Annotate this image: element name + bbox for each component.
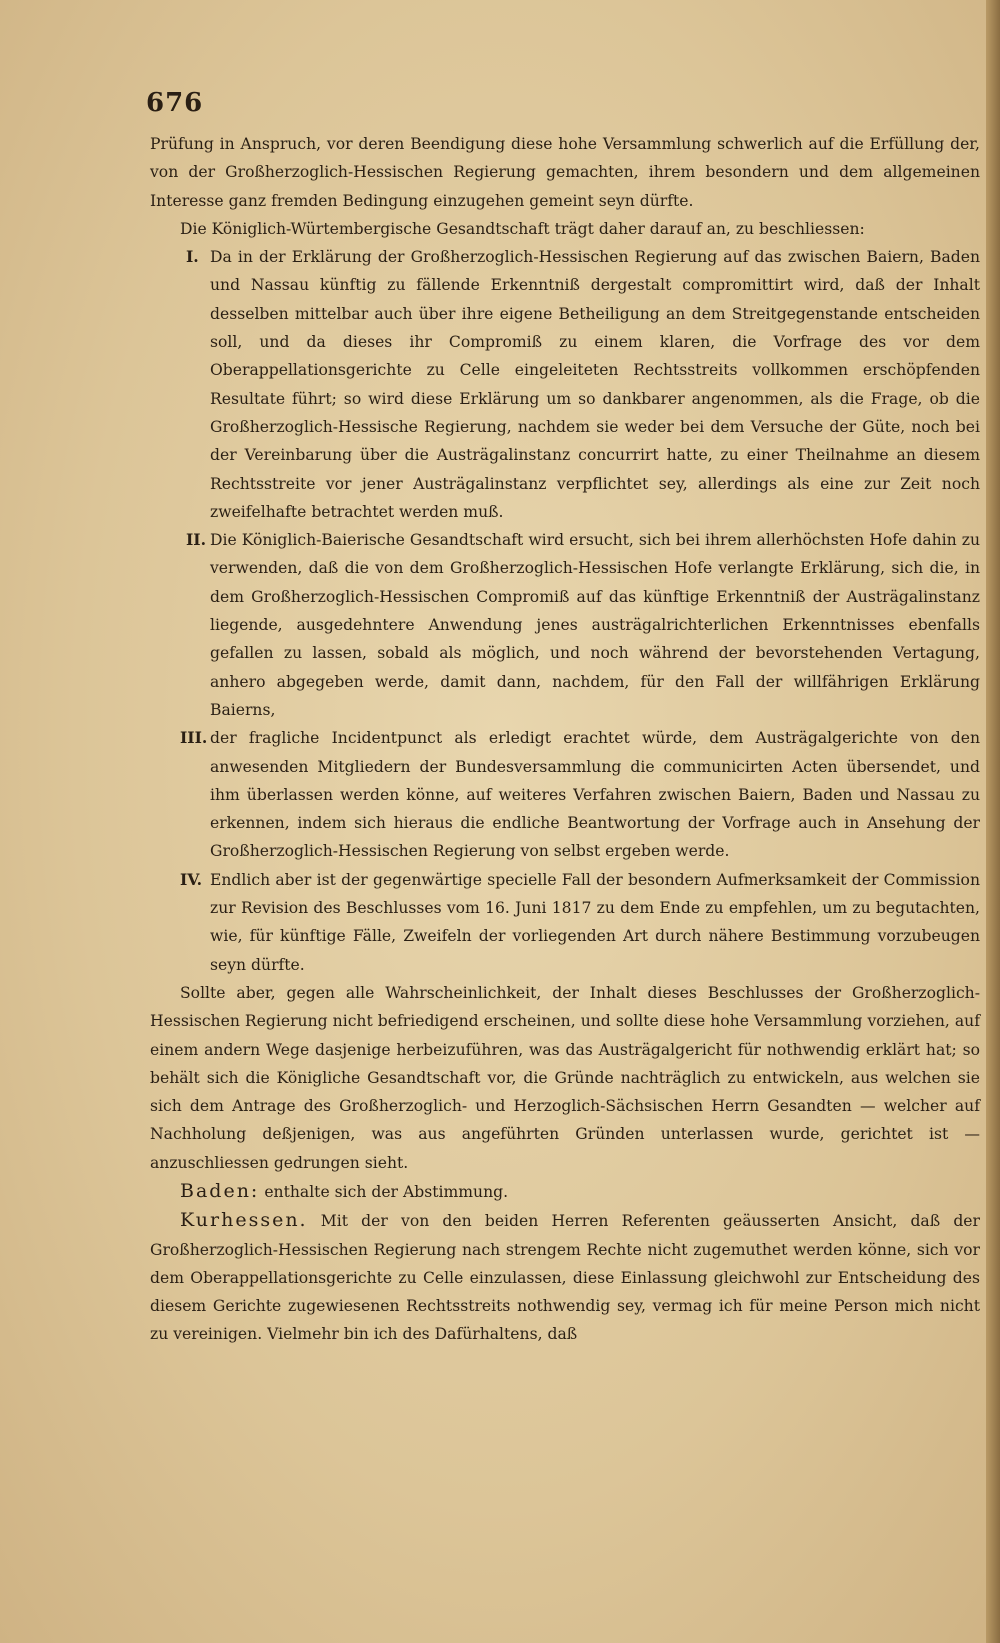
- closing-paragraph: Sollte aber, gegen alle Wahrscheinlichkeit, der Inhalt dieses Beschlusses der Großherzoglich-Hessischen Regierung nicht befriedigend erscheinen, und sollte diese hohe Versammlung vorziehen, auf einem andern Wege dasjenige herbeizuführen, was das Austrägalgericht für nothwendig erklärt hat; so behält sich die Königliche Gesandtschaft vor, die Gründe nachträglich zu entwickeln, aus welchen sie sich dem Antrage des Großherzoglich- und Herzoglich-Sächsischen Herrn Gesandten — welcher auf Nachholung deßjenigen, was aus angeführten Gründen unterlassen wurde, gerichtet ist — anzuschliessen gedrungen sieht.: [150, 983, 980, 1172]
- item-text: der fragliche Incidentpunct als erledigt erachtet würde, dem Austrägalgerichte von den anwesenden Mitgliedern der Bundesversammlung die communicirten Acten übersendet, und ihm überlassen werden könne, auf weiteres Verfahren zwischen Baiern, Baden und Nassau zu erkennen, indem sich hieraus die endliche Beantwortung der Vorfrage auch in Ansehung der Großherzoglich-Hessischen Regierung von selbst ergeben werde.: [210, 729, 980, 861]
- intro-paragraph: Prüfung in Anspruch, vor deren Beendigung diese hohe Versammlung schwerlich auf die Erfüllung der, von der Großherzoglich-Hessischen Regierung gemachten, ihrem besondern und dem allgemeinen Interesse ganz fremden Bedingung einzugehen gemeint seyn dürfte.: [150, 135, 980, 210]
- item-text: Endlich aber ist der gegenwärtige specielle Fall der besondern Aufmerksamkeit der Commission zur Revision des Beschlusses vom 16. Juni 1817 zu dem Ende zu empfehlen, um zu begutachten, wie, für künftige Fälle, Zweifeln der vorliegenden Art durch nähere Bestimmung vorzubeugen seyn dürfte.: [210, 870, 980, 974]
- item-number: II.: [186, 530, 207, 550]
- baden-text: enthalte sich der Abstimmung.: [264, 1182, 509, 1201]
- numbered-item-1: [150, 243, 980, 526]
- kurhessen-text: Mit der von den beiden Herren Referenten geäusserten Ansicht, daß der Großherzoglich-Hessischen Regierung nach strengem Rechte nicht zugemuthet werden könne, sich vor dem Oberappellationsgerichte zu Celle einzulassen, diese Einlassung gleichwohl zur Entscheidung des diesem Gerichte zugewiesenen Rechtsstreits nothwendig sey, vermag ich für meine Person mich nicht zu vereinigen. Vielmehr bin ich des Dafürhaltens, daß: [150, 1212, 980, 1344]
- kurhessen-vote: [150, 1206, 980, 1348]
- item-text: Die Königlich-Baierische Gesandtschaft wird ersucht, sich bei ihrem allerhöchsten Hofe dahin zu verwenden, daß die von dem Großherzoglich-Hessischen Hofe verlangte Erklärung, sich die, in dem Großherzoglich-Hessischen Compromiß auf das künftige Erkenntniß der Austrägalinstanz liegende, ausgedehntere Anwendung jenes austrägalrichterlichen Erkenntnisses ebenfalls gefallen zu lassen, sobald als möglich, und noch während der bevorstehenden Vertagung, anhero abgegeben werde, damit dann, nachdem, für den Fall der willfährigen Erklärung Baierns,: [210, 531, 980, 719]
- item-number: III.: [180, 728, 208, 748]
- state-name-kurhessen: Kurhessen.: [180, 1209, 308, 1232]
- numbered-item-3: [150, 724, 980, 865]
- state-name-baden: Baden:: [180, 1179, 260, 1202]
- item-number: IV.: [180, 869, 203, 889]
- motion-paragraph: Die Königlich-Würtembergische Gesandtschaft trägt daher darauf an, zu beschliessen:: [180, 219, 865, 238]
- item-text: Da in der Erklärung der Großherzoglich-Hessischen Regierung auf das zwischen Baiern, Baden und Nassau künftig zu fällende Erkenntniß dergestalt compromittirt wird, daß der Inhalt desselben mittelbar auch über ihre eigene Betheiligung an dem Streitgegenstande entscheiden soll, und da dieses ihr Compromiß zu einem klaren, die Vorfrage des vor dem Oberappellationsgerichte zu Celle eingeleiteten Rechtsstreits vollkommen erschöpfenden Resultate führt; so wird diese Erklärung um so dankbarer angenommen, als die Frage, ob die Großherzoglich-Hessische Regierung, nachdem sie weder bei dem Versuche der Güte, noch bei der Vereinbarung über die Austrägalinstanz concurrirt hatte, zu einer Theilnahme an diesem Rechtsstreite vor jener Austrägalinstanz verpflichtet sey, allerdings als eine zur Zeit noch zweifelhafte betrachtet werden muß.: [210, 248, 980, 521]
- numbered-item-2: [150, 526, 980, 724]
- item-number: I.: [186, 247, 199, 267]
- page-number: 676: [146, 88, 204, 118]
- numbered-item-4: [150, 866, 980, 979]
- page-edge: [986, 0, 1000, 1643]
- body-text: [150, 130, 980, 1349]
- baden-vote: [150, 1177, 980, 1206]
